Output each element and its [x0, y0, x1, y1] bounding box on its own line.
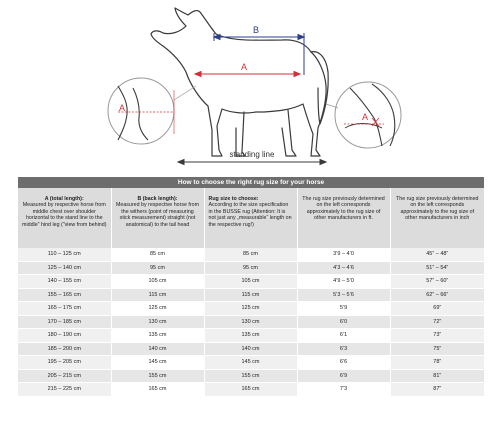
column-header-title: A (total length): [44, 196, 84, 202]
table-row [18, 288, 484, 302]
cell-back-length: 115 cm [111, 288, 204, 302]
standing-line-label: standing line [229, 150, 275, 159]
table-row [18, 248, 484, 261]
cell-rug-size: 125 cm [204, 302, 297, 316]
cell-size-ft: 4’9 – 5’0 [297, 275, 390, 289]
cell-rug-size: 115 cm [204, 288, 297, 302]
cell-total-length: 185 – 200 cm [18, 342, 111, 356]
horse-measurement-diagram [0, 0, 500, 172]
table-row [18, 369, 484, 383]
table-row [18, 302, 484, 316]
cell-size-ft: 6’3 [297, 342, 390, 356]
cell-total-length: 205 – 215 cm [18, 369, 111, 383]
cell-total-length: 180 – 190 cm [18, 329, 111, 343]
a-dimension-line [195, 72, 300, 77]
hind-detail-label-a: A [362, 112, 369, 122]
column-header-text: Measured by respective horse from the withers (point of measuring stick measurement) straight (not anatomical) to the tail head [115, 202, 200, 228]
cell-rug-size: 140 cm [204, 342, 297, 356]
label-b: B [252, 25, 260, 35]
cell-rug-size: 95 cm [204, 261, 297, 275]
table-row [18, 315, 484, 329]
cell-total-length: 110 – 125 cm [18, 248, 111, 261]
cell-rug-size: 85 cm [204, 248, 297, 261]
table-title: How to choose the right rug size for your horse [18, 177, 484, 188]
cell-total-length: 125 – 140 cm [18, 261, 111, 275]
cell-size-inch: 81” [390, 369, 484, 383]
column-header-text: According to the size specification in the BUSSE rug (Attention: It is not just any „measurable“ length on the respective rug!) [208, 202, 292, 228]
table-row [18, 342, 484, 356]
b-dimension-line [214, 33, 304, 75]
cell-rug-size: 130 cm [204, 315, 297, 329]
cell-size-ft: 4’3 – 4’6 [297, 261, 390, 275]
column-header-size-ft [297, 188, 390, 248]
cell-back-length: 95 cm [111, 261, 204, 275]
column-header-rug-size [204, 188, 297, 248]
cell-total-length: 165 – 175 cm [18, 302, 111, 316]
rug-size-table-body [18, 248, 484, 396]
cell-size-inch: 72” [390, 315, 484, 329]
column-header-text: Measured by respective horse from middle chest over shoulder horizontal to the stand line to the middle" hind leg ("view from behind) [22, 202, 107, 228]
rug-size-table-wrapper [18, 177, 484, 397]
cell-size-ft: 7’3 [297, 383, 390, 397]
cell-size-inch: 62” – 66” [390, 288, 484, 302]
cell-size-ft: 6’0 [297, 315, 390, 329]
chest-pointer-line [174, 86, 196, 100]
cell-total-length: 215 – 225 cm [18, 383, 111, 397]
cell-back-length: 125 cm [111, 302, 204, 316]
cell-back-length: 135 cm [111, 329, 204, 343]
cell-size-ft: 6’6 [297, 356, 390, 370]
horse-silhouette [151, 8, 328, 156]
cell-size-inch: 45” – 48” [390, 248, 484, 261]
column-header-back-length [111, 188, 204, 248]
rug-size-table [18, 177, 484, 397]
cell-size-ft: 5’9 [297, 302, 390, 316]
hind-detail-circle [335, 82, 401, 148]
cell-size-ft: 5’3 – 5’6 [297, 288, 390, 302]
cell-total-length: 155 – 165 cm [18, 288, 111, 302]
cell-back-length: 155 cm [111, 369, 204, 383]
cell-rug-size: 165 cm [204, 383, 297, 397]
cell-size-inch: 51” – 54” [390, 261, 484, 275]
column-header-title: B (back length): [137, 196, 178, 202]
cell-rug-size: 135 cm [204, 329, 297, 343]
table-row [18, 383, 484, 397]
cell-size-ft: 6’1 [297, 329, 390, 343]
cell-size-inch: 69” [390, 302, 484, 316]
cell-back-length: 105 cm [111, 275, 204, 289]
cell-size-inch: 57” – 60” [390, 275, 484, 289]
cell-size-inch: 73” [390, 329, 484, 343]
cell-total-length: 140 – 155 cm [18, 275, 111, 289]
cell-size-inch: 78” [390, 356, 484, 370]
table-row [18, 275, 484, 289]
column-header-title: Rug size to choose: [208, 196, 259, 202]
table-row [18, 356, 484, 370]
cell-back-length: 145 cm [111, 356, 204, 370]
chest-detail-circle [108, 78, 174, 144]
cell-back-length: 140 cm [111, 342, 204, 356]
cell-rug-size: 145 cm [204, 356, 297, 370]
cell-back-length: 85 cm [111, 248, 204, 261]
cell-back-length: 165 cm [111, 383, 204, 397]
column-header-row [18, 188, 484, 248]
cell-size-ft: 6’9 [297, 369, 390, 383]
standing-line-arrow [178, 160, 326, 165]
cell-size-inch: 75” [390, 342, 484, 356]
cell-size-inch: 87” [390, 383, 484, 397]
table-row [18, 329, 484, 343]
cell-total-length: 170 – 185 cm [18, 315, 111, 329]
label-a: A [240, 62, 248, 72]
column-header-size-inch [390, 188, 484, 248]
table-row [18, 261, 484, 275]
chest-detail-label-a: A [119, 103, 126, 113]
cell-rug-size: 105 cm [204, 275, 297, 289]
cell-rug-size: 155 cm [204, 369, 297, 383]
cell-size-ft: 3’9 – 4’0 [297, 248, 390, 261]
column-header-text: The rug size previously determined on the left corresponds approximately to the rug size of other manufacturers in inch [396, 196, 479, 222]
column-header-text: The rug size previously determined on the left corresponds approximately to the rug size of other manufacturers in ft. [302, 196, 385, 222]
cell-back-length: 130 cm [111, 315, 204, 329]
cell-total-length: 195 – 205 cm [18, 356, 111, 370]
column-header-total-length [18, 188, 111, 248]
